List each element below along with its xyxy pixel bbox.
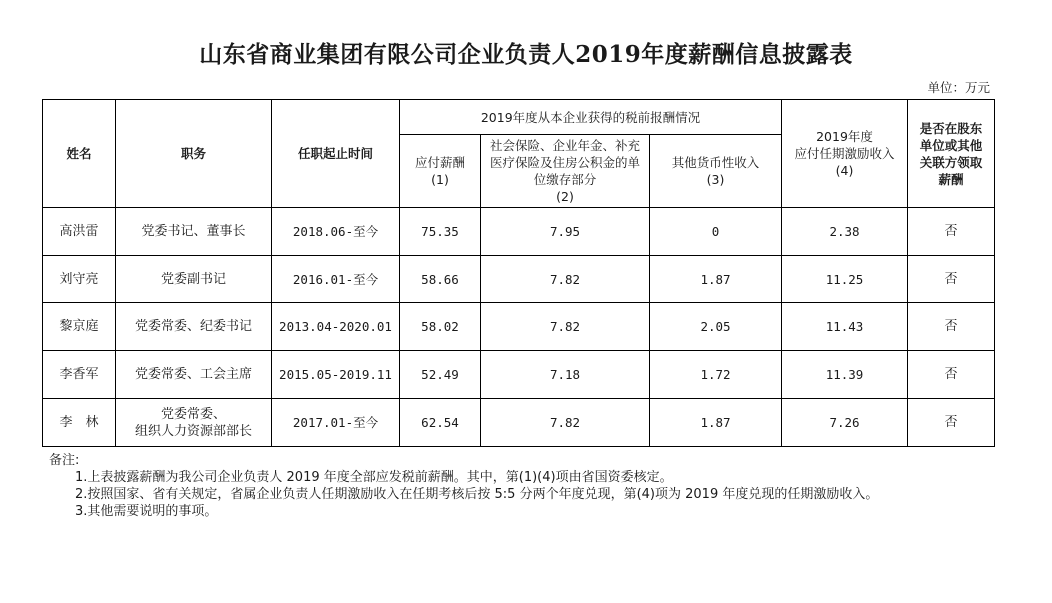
note-item: 2.按照国家、省有关规定，省属企业负责人任期激励收入在任期考核后按 5:5 分两个年度兑现，第(4)项为 2019 年度兑现的任期激励收入。 xyxy=(75,487,879,502)
header-position: 职务 xyxy=(116,100,272,208)
cell-term: 2015.05-2019.11 xyxy=(272,351,400,399)
cell-term: 2018.06-至今 xyxy=(272,208,400,256)
unit-label: 单位：万元 xyxy=(927,80,990,95)
header-incentive: 2019年度 应付任期激励收入 (4) xyxy=(782,100,908,208)
header-salary: 应付薪酬 (1) xyxy=(400,135,481,208)
cell-term: 2016.01-至今 xyxy=(272,256,400,303)
cell-position: 党委常委、工会主席 xyxy=(116,351,272,399)
cell-name: 高洪雷 xyxy=(43,208,116,256)
cell-incentive: 11.39 xyxy=(782,351,908,399)
header-shareholder: 是否在股东单位或其他关联方领取薪酬 xyxy=(908,100,995,208)
note-item: 1.上表披露薪酬为我公司企业负责人 2019 年度全部应发税前薪酬。其中，第(1)(4)项由省国资委核定。 xyxy=(75,470,673,485)
cell-salary: 62.54 xyxy=(400,399,481,447)
cell-insurance: 7.82 xyxy=(481,399,650,447)
header-term: 任职起止时间 xyxy=(272,100,400,208)
notes-section xyxy=(49,452,999,520)
cell-shareholder: 否 xyxy=(908,303,995,351)
note-item: 3.其他需要说明的事项。 xyxy=(75,504,218,519)
cell-other: 1.72 xyxy=(650,351,782,399)
page-title: 山东省商业集团有限公司企业负责人2019年度薪酬信息披露表 xyxy=(199,41,853,68)
cell-name: 李 林 xyxy=(43,399,116,447)
cell-salary: 52.49 xyxy=(400,351,481,399)
cell-position: 党委常委、 组织人力资源部部长 xyxy=(116,399,272,447)
cell-other: 2.05 xyxy=(650,303,782,351)
notes-label: 备注: xyxy=(49,453,80,468)
header-name: 姓名 xyxy=(43,100,116,208)
table-row xyxy=(43,256,995,303)
cell-position: 党委常委、纪委书记 xyxy=(116,303,272,351)
cell-insurance: 7.82 xyxy=(481,256,650,303)
cell-salary: 58.66 xyxy=(400,256,481,303)
cell-position: 党委书记、董事长 xyxy=(116,208,272,256)
cell-incentive: 11.25 xyxy=(782,256,908,303)
cell-salary: 75.35 xyxy=(400,208,481,256)
cell-incentive: 2.38 xyxy=(782,208,908,256)
cell-term: 2013.04-2020.01 xyxy=(272,303,400,351)
header-group: 2019年度从本企业获得的税前报酬情况 xyxy=(400,100,782,135)
cell-incentive: 11.43 xyxy=(782,303,908,351)
table-row xyxy=(43,399,995,447)
cell-salary: 58.02 xyxy=(400,303,481,351)
table-row xyxy=(43,303,995,351)
cell-shareholder: 否 xyxy=(908,399,995,447)
table-row xyxy=(43,208,995,256)
cell-name: 刘守亮 xyxy=(43,256,116,303)
cell-name: 李香军 xyxy=(43,351,116,399)
cell-name: 黎京庭 xyxy=(43,303,116,351)
header-insurance: 社会保险、企业年金、补充医疗保险及住房公积金的单位缴存部分 (2) xyxy=(481,135,650,208)
cell-other: 1.87 xyxy=(650,399,782,447)
salary-table xyxy=(42,99,995,447)
header-other: 其他货币性收入 (3) xyxy=(650,135,782,208)
cell-insurance: 7.82 xyxy=(481,303,650,351)
table-row xyxy=(43,351,995,399)
cell-position: 党委副书记 xyxy=(116,256,272,303)
cell-incentive: 7.26 xyxy=(782,399,908,447)
cell-shareholder: 否 xyxy=(908,256,995,303)
cell-other: 1.87 xyxy=(650,256,782,303)
cell-other: 0 xyxy=(650,208,782,256)
cell-shareholder: 否 xyxy=(908,208,995,256)
cell-term: 2017.01-至今 xyxy=(272,399,400,447)
cell-shareholder: 否 xyxy=(908,351,995,399)
cell-insurance: 7.18 xyxy=(481,351,650,399)
cell-insurance: 7.95 xyxy=(481,208,650,256)
